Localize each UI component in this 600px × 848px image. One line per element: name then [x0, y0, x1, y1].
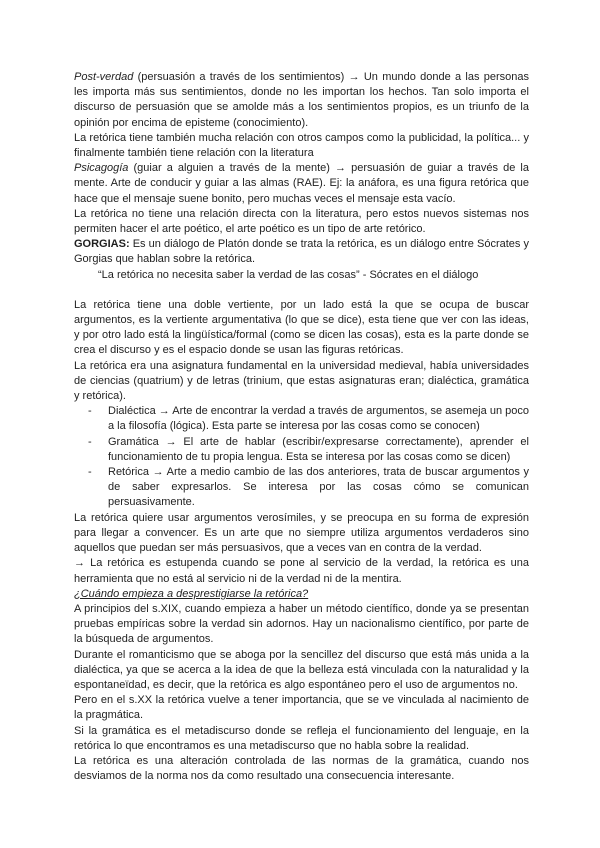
section-heading-desprestigio: ¿Cuándo empieza a desprestigiarse la retórica? — [74, 587, 309, 600]
list-item-text: Gramática → El arte de hablar (escribir/expresarse correctamente), aprender el funcionamiento de tu propia lengua. Esta se interesa por las cosas como se dicen) — [108, 435, 529, 463]
paragraph-universidad-medieval: La retórica era una asignatura fundamental en la universidad medieval, había universidades de ciencias (quatrium) y de letras (trinium, que estas asignaturas eran; dialéctica, gramática y retórica). — [74, 359, 529, 403]
dash-bullet: - — [88, 435, 92, 448]
spacer — [74, 283, 529, 298]
paragraph-metadiscurso: Si la gramática es el metadiscurso donde se refleja el funcionamiento del lenguaje, en la retórica lo que encontramos es una metadiscurso que no habla sobre la realidad. — [74, 724, 529, 752]
paragraph-alteracion: La retórica es una alteración controlada de las normas de la gramática, cuando nos desviamos de la norma nos da como resultado una consecuencia interesante. — [74, 754, 529, 783]
paragraph-siglo-xix: A principios del s.XIX, cuando empieza a haber un método científico, donde ya se presentan pruebas empíricas sobre la verdad sin adornos. Hay un nacionalismo científico, por parte de la búsqueda de argumentos. — [74, 602, 529, 646]
list-item-text: Dialéctica → Arte de encontrar la verdad a través de argumentos, se asemeja un poco a la filosofía (lógica). Esta parte se interesa por las cosas como se conocen) — [108, 405, 529, 433]
document-page — [74, 70, 529, 784]
dash-bullet: - — [88, 405, 92, 418]
paragraph-psicagogia — [74, 161, 529, 207]
term-psicagogia: Psicagogía — [74, 162, 129, 175]
dash-bullet: - — [88, 466, 92, 479]
paragraph-siglo-xx: Pero en el s.XX la retórica vuelve a tener importancia, que se ve vinculada al nacimiento de la pragmática. — [74, 694, 529, 722]
term-post-verdad: Post-verdad — [74, 71, 134, 83]
paragraph-romanticismo: Durante el romanticismo que se aboga por la sencillez del discurso que está más unida a la dialéctica, ya que se acerca a la idea de que la belleza está vinculada con la naturalidad y la espontaneïdad, es decir, que la retórica es algo espontáneo pero el uso de argumentos no. — [74, 648, 529, 691]
paragraph-post-verdad — [74, 70, 529, 131]
paragraph-doble-vertiente: La retórica tiene una doble vertiente, por un lado está la que se ocupa de buscar argumentos, es la vertiente argumentativa (lo que se dice), esta tiene que ver con las ideas, y por otro lado está la lingüística/formal (como se dicen las cosas), esta es la parte donde se crea el discurso y es el espacio donde se usan las figuras retóricas. — [74, 298, 529, 357]
paragraph-text: (guiar a alguien a través de la mente) → persuasión de guiar a través de la mente. Arte de conducir y guiar a las almas (RAE). Ej: la anáfora, es una figura retórica que hace que el mensaje suene bonito, pero muchas veces el mensaje esta vacío. — [74, 162, 529, 205]
trivium-list — [74, 404, 529, 510]
list-item-gramatica — [74, 435, 529, 465]
list-item-text: Retórica → Arte a medio cambio de las dos anteriores, trata de buscar argumentos y de saber expresarlos. Se interesa por las cosas cómo se comunican persuasivamente. — [108, 466, 529, 509]
paragraph-herramienta: → La retórica es estupenda cuando se pone al servicio de la verdad, la retórica es una herramienta que no está al servicio ni de la verdad ni de la mentira. — [74, 557, 529, 585]
paragraph-literature: La retórica no tiene una relación directa con la literatura, pero estos nuevos sistemas nos permiten hacer el arte poético, el arte poético es un tipo de arte retórico. — [74, 207, 529, 236]
list-item-retorica — [74, 465, 529, 511]
paragraph-verosimiles: La retórica quiere usar argumentos verosímiles, y se preocupa en su forma de expresión para llegar a convencer. Es un arte que no siempre utiliza argumentos verdaderos sino aquellos que puedan ser más persuasivos, que a veces van en contra de la verdad. — [74, 511, 529, 555]
quote-socrates: “La retórica no necesita saber la verdad de las cosas” - Sócrates en el diálogo — [98, 268, 479, 281]
paragraph-relation-fields: La retórica tiene también mucha relación con otros campos como la publicidad, la política... y finalmente también tiene relación con la literatura — [74, 131, 529, 160]
list-item-dialectica — [74, 404, 529, 434]
paragraph-text: (persuasión a través de los sentimientos) → Un mundo donde a las personas les importa más sus sentimientos, donde no les importan los hechos. Tan solo importa el discurso de persuasión que se amolde más a los sentimientos propios, es un triunfo de la opinión por encima de episteme (conocimiento). — [74, 71, 529, 129]
paragraph-text: Es un diálogo de Platón donde se trata la retórica, es un diálogo entre Sócrates y Gorgias que hablan sobre la retórica. — [74, 238, 529, 266]
term-gorgias: GORGIAS: — [74, 238, 130, 251]
paragraph-gorgias — [74, 237, 529, 267]
